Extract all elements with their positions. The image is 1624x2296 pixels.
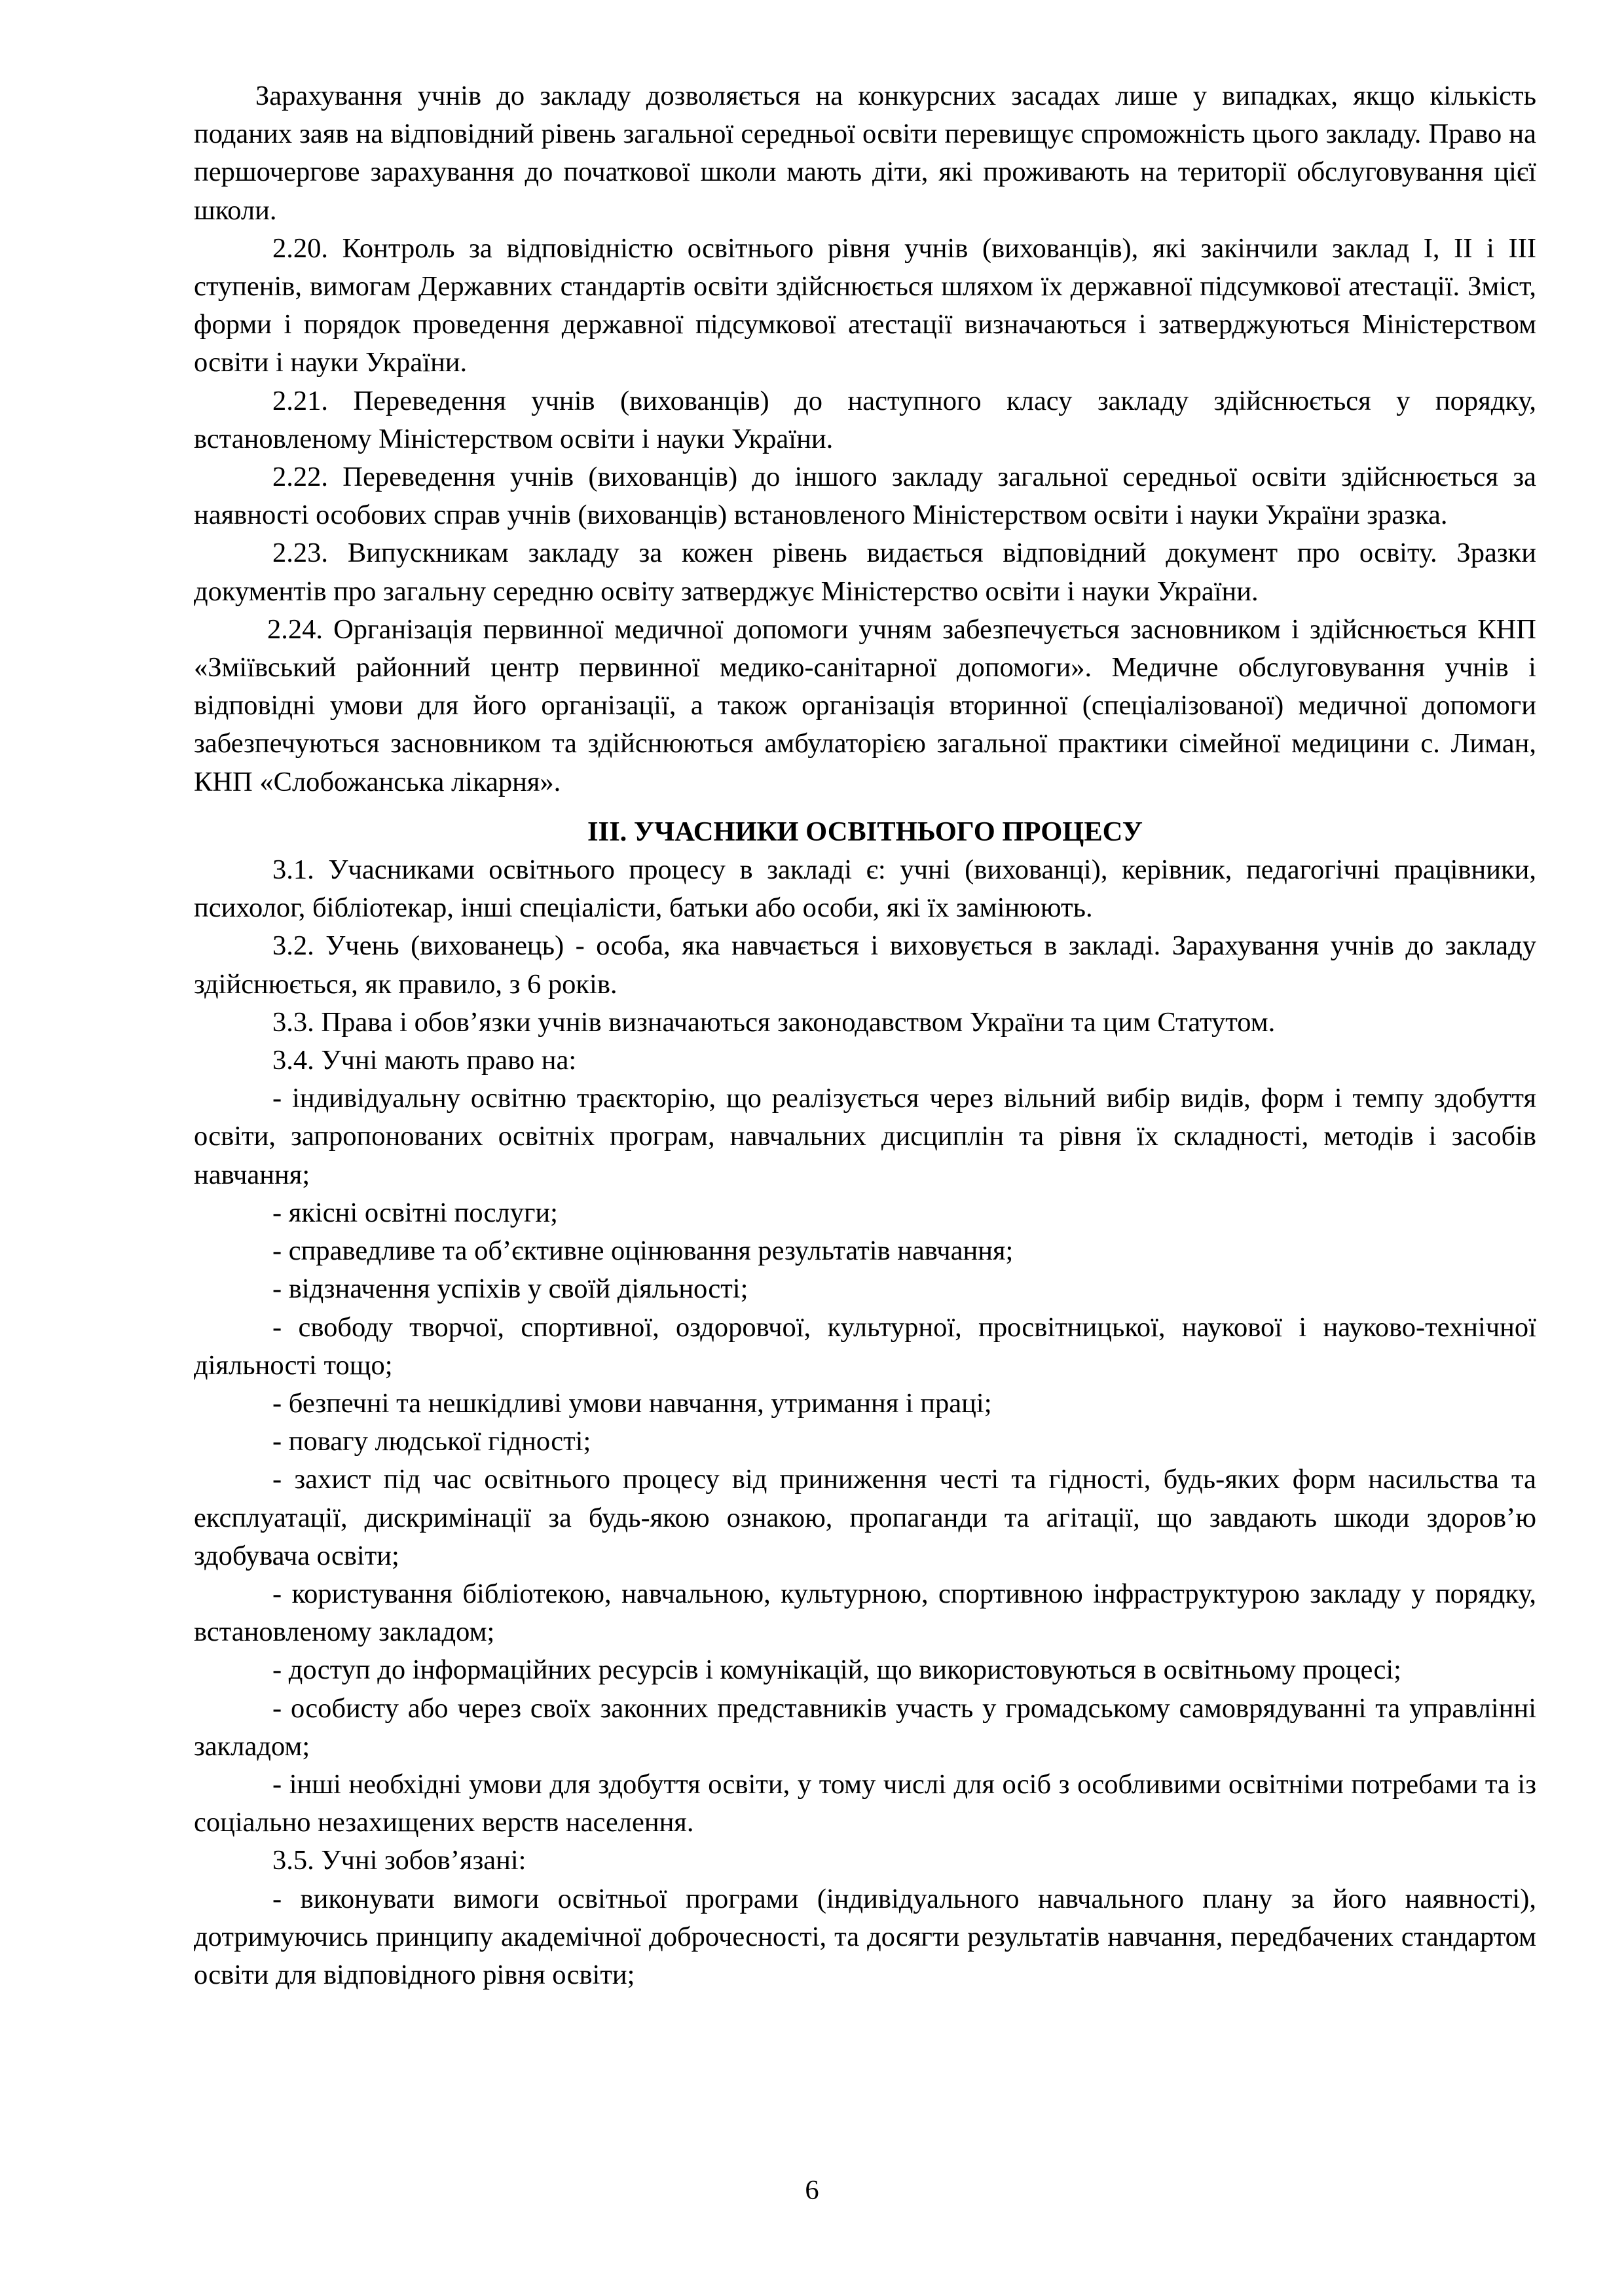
paragraph-admission: Зарахування учнів до закладу дозволяється на конкурсних засадах лише у випадках, якщо кількість поданих заяв на відповідний рівень загальної середньої освіти перевищує спроможність цього закладу. Право на першочергове зарахування до початкової школи мають діти, які проживають на території обслуговування цієї школи. bbox=[194, 81, 1536, 226]
list-item-rights: - користування бібліотекою, навчальною, культурною, спортивною інфраструктурою закладу у порядку, встановленому закладом; bbox=[194, 1578, 1536, 1648]
list-item-rights: - якісні освітні послуги; bbox=[272, 1197, 558, 1228]
page-number: 6 bbox=[805, 2175, 819, 2206]
paragraph-2-20: 2.20. Контроль за відповідністю освітнього рівня учнів (вихованців), які закінчили заклад I, II і III ступенів, вимогам Державних стандартів освіти здійснюється шляхом їх державної підсумкової атестації. Зміст, форми і порядок проведення державної підсумкової атестації визначаються і затверджуються Міністерством освіти і науки України. bbox=[194, 232, 1536, 378]
list-item-rights: - безпечні та нешкідливі умови навчання, утримання і праці; bbox=[272, 1387, 992, 1419]
list-item-rights: - справедливе та об’єктивне оцінювання результатів навчання; bbox=[272, 1235, 1014, 1267]
paragraph-2-21: 2.21. Переведення учнів (вихованців) до наступного класу закладу здійснюється у порядку, встановленому Міністерством освіти і науки України. bbox=[194, 385, 1536, 454]
paragraph-3-1: 3.1. Учасниками освітнього процесу в закладі є: учні (вихованці), керівник, педагогічні працівники, психолог, бібліотекар, інші спеціалісти, батьки або особи, які їх замінюють. bbox=[194, 854, 1536, 924]
list-item-rights: - свободу творчої, спортивної, оздоровчої, культурної, просвітницької, наукової і науково-технічної діяльності тощо; bbox=[194, 1311, 1536, 1381]
list-item-rights: - захист під час освітнього процесу від приниження честі та гідності, будь-яких форм насильства та експлуатації, дискримінації за будь-якою ознакою, пропаганди та агітації, що завдають шкоди здоров’ю здобувача освіти; bbox=[194, 1464, 1536, 1571]
list-item-rights: - повагу людської гідності; bbox=[272, 1426, 591, 1457]
list-item-duties: - виконувати вимоги освітньої програми (індивідуального навчального плану за його наявності), дотримуючись принципу академічної доброчесності, та досягти результатів навчання, передбачених стандартом освіти для відповідного рівня освіти; bbox=[194, 1883, 1536, 1990]
list-item-rights: - особисту або через своїх законних представників участь у громадському самоврядуванні та управлінні закладом; bbox=[194, 1692, 1536, 1762]
list-item-rights: - індивідуальну освітню траєкторію, що реалізується через вільний вибір видів, форм і темпу здобуття освіти, запропонованих освітніх програм, навчальних дисциплін та рівня їх складності, методів і засобів навчання; bbox=[194, 1083, 1536, 1190]
paragraph-2-24: 2.24. Організація первинної медичної допомоги учням забезпечується засновником і здійснюється КНП «Зміївський районний центр первинної медико-санітарної допомоги». Медичне обслуговування учнів і відповідні умови для його організації, а також організація вторинної (спеціалізованої) медичної допомоги забезпечуються засновником та здійснюються амбулаторією загальної практики сімейної медицини с. Лиман, КНП «Слобожанська лікарня». bbox=[194, 613, 1536, 797]
list-item-rights: - відзначення успіхів у своїй діяльності; bbox=[272, 1273, 748, 1305]
section-heading: III. УЧАСНИКИ ОСВІТНЬОГО ПРОЦЕСУ bbox=[587, 816, 1143, 847]
paragraph-3-4: 3.4. Учні мають право на: bbox=[272, 1045, 577, 1076]
list-item-rights: - доступ до інформаційних ресурсів і комунікацій, що використовуються в освітньому процесі; bbox=[272, 1654, 1401, 1686]
paragraph-3-3: 3.3. Права і обов’язки учнів визначаються законодавством України та цим Статутом. bbox=[272, 1006, 1276, 1038]
paragraph-2-23: 2.23. Випускникам закладу за кожен рівень видається відповідний документ про освіту. Зразки документів про загальну середню освіту затверджує Міністерство освіти і науки України. bbox=[194, 538, 1536, 607]
paragraph-3-2: 3.2. Учень (вихованець) - особа, яка навчається і виховується в закладі. Зарахування учнів до закладу здійснюється, як правило, з 6 років. bbox=[194, 930, 1536, 1000]
list-item-rights: - інші необхідні умови для здобуття освіти, у тому числі для осіб з особливими освітніми потребами та із соціально незахищених верств населення. bbox=[194, 1768, 1536, 1838]
paragraph-3-5: 3.5. Учні зобов’язані: bbox=[272, 1845, 526, 1876]
paragraph-2-22: 2.22. Переведення учнів (вихованців) до іншого закладу загальної середньої освіти здійснюється за наявності особових справ учнів (вихованців) встановленого Міністерством освіти і науки України зразка. bbox=[194, 462, 1536, 531]
document-body bbox=[194, 77, 1536, 1994]
